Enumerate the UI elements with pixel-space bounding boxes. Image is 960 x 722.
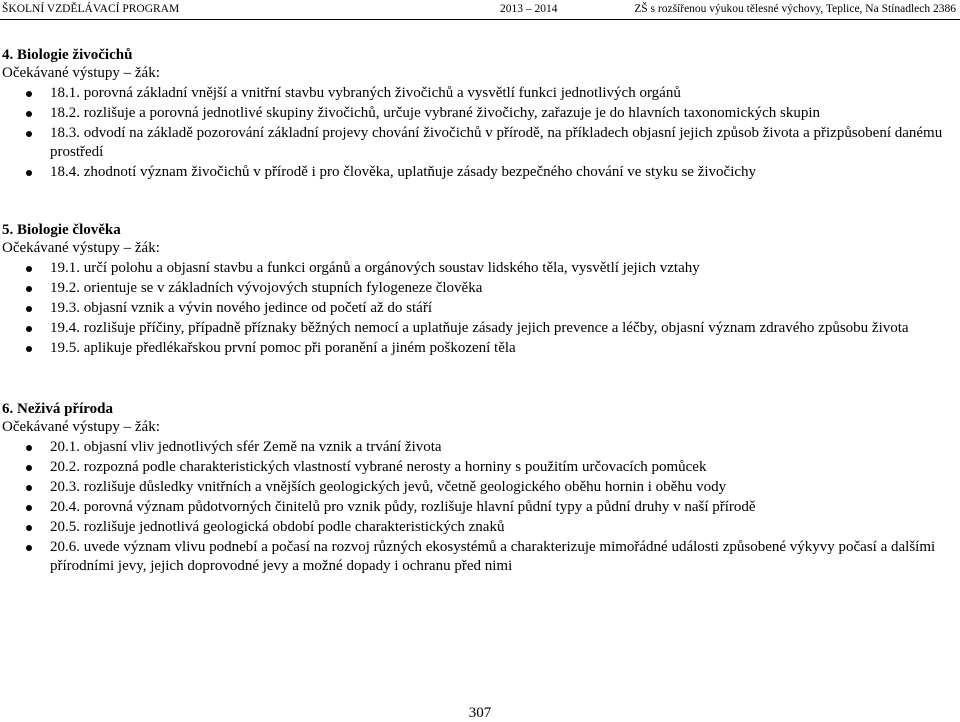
section-title: 6. Neživá příroda bbox=[2, 401, 113, 417]
list-item: 20.5. rozlišuje jednotlivá geologická období podle charakteristických znaků bbox=[2, 518, 952, 537]
list-item: 19.5. aplikuje předlékařskou první pomoc při poranění a jiném poškození těla bbox=[2, 339, 952, 358]
list-item: 18.3. odvodí na základě pozorování základní projevy chování živočichů v přírodě, na příkladech objasní jejich způsob života a přizpůsobení danému prostředí bbox=[2, 124, 952, 162]
list-item: 18.2. rozlišuje a porovná jednotlivé skupiny živočichů, určuje vybrané živočichy, zařazuje je do hlavních taxonomických skupin bbox=[2, 104, 952, 123]
outcome-list bbox=[2, 84, 952, 182]
outcome-list bbox=[2, 438, 952, 576]
list-item: 19.2. orientuje se v základních vývojových stupních fylogeneze člověka bbox=[2, 279, 952, 298]
header-school-year: 2013 – 2014 bbox=[500, 3, 558, 15]
section-animal-biology bbox=[2, 46, 952, 182]
header-divider bbox=[0, 19, 960, 20]
list-item: 20.1. objasní vliv jednotlivých sfér Země na vznik a trvání života bbox=[2, 438, 952, 457]
section-spacer bbox=[2, 183, 952, 221]
section-spacer bbox=[2, 359, 952, 400]
document-body bbox=[2, 46, 952, 577]
page-number: 307 bbox=[468, 705, 492, 721]
list-item: 19.3. objasní vznik a vývin nového jedince od početí až do stáří bbox=[2, 299, 952, 318]
header-school-name: ZŠ s rozšířenou výukou tělesné výchovy, Teplice, Na Stínadlech 2386 bbox=[634, 3, 956, 15]
section-subtitle: Očekávané výstupy – žák: bbox=[2, 419, 160, 435]
list-item: 19.1. určí polohu a objasní stavbu a funkci orgánů a orgánových soustav lidského těla, vysvětlí jejich vztahy bbox=[2, 259, 952, 278]
list-item: 18.4. zhodnotí význam živočichů v přírodě i pro člověka, uplatňuje zásady bezpečného chování ve styku se živočichy bbox=[2, 163, 952, 182]
list-item: 20.3. rozlišuje důsledky vnitřních a vnějších geologických jevů, včetně geologického oběhu hornin i oběhu vody bbox=[2, 478, 952, 497]
outcome-list bbox=[2, 259, 952, 358]
list-item: 20.6. uvede význam vlivu podnebí a počasí na rozvoj různých ekosystémů a charakterizuje mimořádné události způsobené výkyvy počasí a dalšími přírodními jevy, jejich doprovodné jevy a možné dopady i ochranu před nimi bbox=[2, 538, 952, 576]
list-item: 20.4. porovná význam půdotvorných činitelů pro vznik půdy, rozlišuje hlavní půdní typy a půdní druhy v naší přírodě bbox=[2, 498, 952, 517]
list-item: 19.4. rozlišuje příčiny, případně příznaky běžných nemocí a uplatňuje zásady jejich prevence a léčby, objasní význam zdravého způsobu života bbox=[2, 319, 952, 338]
section-subtitle: Očekávané výstupy – žák: bbox=[2, 240, 160, 256]
list-item: 18.1. porovná základní vnější a vnitřní stavbu vybraných živočichů a vysvětlí funkci jednotlivých orgánů bbox=[2, 84, 952, 103]
section-title: 5. Biologie člověka bbox=[2, 222, 121, 238]
section-title: 4. Biologie živočichů bbox=[2, 47, 133, 63]
section-inanimate-nature bbox=[2, 400, 952, 576]
header-school-program: ŠKOLNÍ VZDĚLÁVACÍ PROGRAM bbox=[2, 3, 180, 15]
page-header bbox=[0, 0, 960, 20]
list-item: 20.2. rozpozná podle charakteristických vlastností vybrané nerosty a horniny s použitím určovacích pomůcek bbox=[2, 458, 952, 477]
section-human-biology bbox=[2, 221, 952, 358]
section-subtitle: Očekávané výstupy – žák: bbox=[2, 65, 160, 81]
